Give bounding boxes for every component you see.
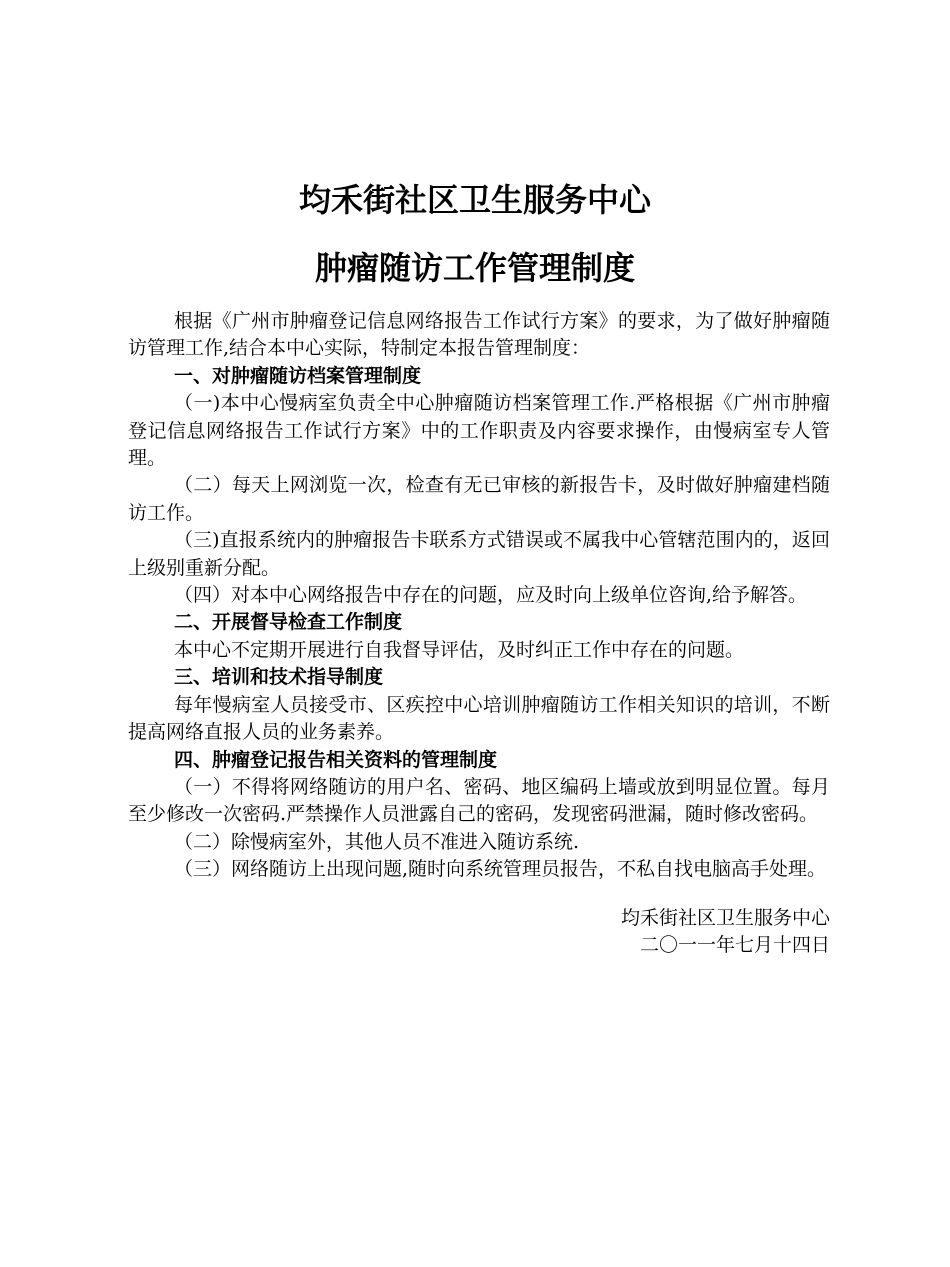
section-3-paragraph-1: 每年慢病室人员接受市、区疾控中心培训肿瘤随访工作相关知识的培训，不断提高网络直报人员的业务素养。 (128, 693, 830, 744)
document-body (128, 308, 830, 884)
section-heading-1: 一、对肿瘤随访档案管理制度 (174, 364, 422, 387)
section-4-paragraph-1: （一）不得将网络随访的用户名、密码、地区编码上墙或放到明显位置。每月至少修改一次密码.严禁操作人员泄露自己的密码，发现密码泄漏，随时修改密码。 (128, 775, 830, 826)
section-1-paragraph-2: （二）每天上网浏览一次，检查有无已审核的新报告卡，及时做好肿瘤建档随访工作。 (128, 474, 830, 524)
document-title-regulation: 肿瘤随访工作管理制度 (314, 249, 635, 287)
section-heading-3: 三、培训和技术指导制度 (174, 666, 384, 689)
section-2-paragraph-1: 本中心不定期开展进行自我督导评估，及时纠正工作中存在的问题。 (174, 638, 745, 661)
signature-organization: 均禾街社区卫生服务中心 (620, 907, 830, 929)
section-1-paragraph-4: （四）对本中心网络报告中存在的问题，应及时向上级单位咨询,给予解答。 (174, 584, 808, 607)
section-heading-4: 四、肿瘤登记报告相关资料的管理制度 (174, 748, 498, 771)
section-1-paragraph-3: （三)直报系统内的肿瘤报告卡联系方式错误或不属我中心管辖范围内的，返回上级别重新分配。 (128, 529, 830, 579)
section-4-paragraph-3: （三）网络随访上出现问题,随时向系统管理员报告，不私自找电脑高手处理。 (174, 858, 827, 881)
section-heading-2: 二、开展督导检查工作制度 (174, 611, 403, 634)
document-title-organization: 均禾街社区卫生服务中心 (298, 181, 651, 219)
section-1-paragraph-1: （一)本中心慢病室负责全中心肿瘤随访档案管理工作.严格根据《广州市肿瘤登记信息网络报告工作试行方案》中的工作职责及内容要求操作，由慢病室专人管理。 (128, 392, 830, 470)
intro-paragraph: 根据《广州市肿瘤登记信息网络报告工作试行方案》的要求，为了做好肿瘤随访管理工作,结合本中心实际，特制定本报告管理制度： (128, 310, 830, 360)
signature-date: 二〇一一年七月十四日 (639, 934, 830, 956)
section-4-paragraph-2: （二）除慢病室外，其他人员不准进入随访系统. (174, 830, 580, 853)
